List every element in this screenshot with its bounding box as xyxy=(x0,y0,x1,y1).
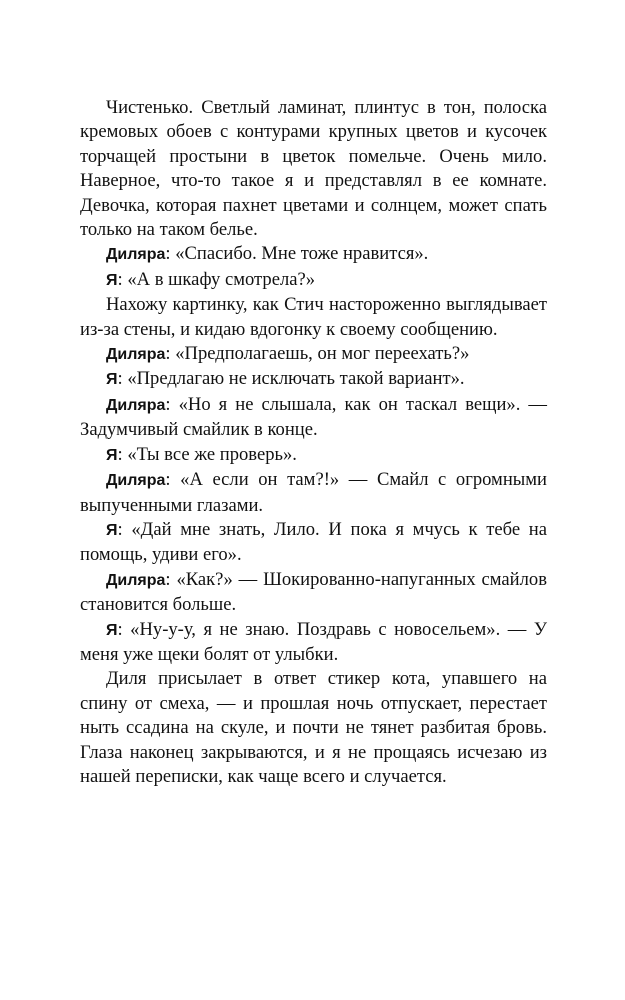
speaker-name: Я xyxy=(106,621,118,639)
narration-paragraph: Нахожу картинку, как Стич настороженно выглядывает из-за стены, и кидаю вдогонку к своему сообщению. xyxy=(80,294,547,340)
chat-line xyxy=(80,367,547,392)
chat-message: : «Спасибо. Мне тоже нравится». xyxy=(165,243,429,265)
chat-line xyxy=(80,393,547,443)
speaker-name: Я xyxy=(106,446,118,464)
speaker-name: Я xyxy=(106,371,118,389)
chat-message: : «Дай мне знать, Лило. И пока я мчусь к тебе на помощь, удиви его». xyxy=(80,518,547,566)
chat-line xyxy=(80,268,547,293)
chat-message: : «Ну-у-у, я не знаю. Поздравь с новосельем». — У меня уже щеки болят от улыбки. xyxy=(80,618,547,665)
chat-message: : «А если он там?!» — Смайл с огромными выпученными глазами. xyxy=(80,469,547,516)
narration-paragraph: Диля присылает в ответ стикер кота, упавшего на спину от смеха, — и прошлая ночь отпускает, перестает ныть ссадина на скуле, и почти не тянет разбитая бровь. Глаза наконец закрываются, и я не прощаясь исчезаю из нашей переписки, как чаще всего и случается. xyxy=(80,668,547,787)
chat-message: : «Предлагаю не исключать такой вариант». xyxy=(117,368,465,390)
chat-line xyxy=(80,443,547,468)
chat-message: : «Ты все же проверь». xyxy=(117,443,297,465)
chat-message: : «Предполагаешь, он мог переехать?» xyxy=(165,343,470,365)
speaker-name: Диляра xyxy=(106,346,166,364)
speaker-name: Диляра xyxy=(106,571,166,589)
speaker-name: Диляра xyxy=(106,396,166,414)
chat-message: : «А в шкафу смотрела?» xyxy=(117,268,316,290)
chat-line xyxy=(80,568,547,618)
chat-line xyxy=(80,518,547,568)
speaker-name: Я xyxy=(106,521,118,539)
speaker-name: Я xyxy=(106,271,118,289)
chat-message: : «Но я не слышала, как он таскал вещи». — Задумчивый смайлик в конце. xyxy=(80,393,547,441)
narration-paragraph: Чистенько. Светлый ламинат, плинтус в тон, полоска кремовых обоев с контурами крупных цветов и кусочек торчащей простыни в цветок помельче. Очень мило. Наверное, что-то такое я и представлял в ее комнате. Девочка, которая пахнет цветами и солнцем, может спать только на таком белье. xyxy=(80,97,547,241)
chat-line xyxy=(80,242,547,267)
chat-line xyxy=(80,342,547,367)
chat-message: : «Как?» — Шокированно-напуганных смайлов становится больше. xyxy=(80,568,547,616)
chat-line xyxy=(80,618,547,668)
speaker-name: Диляра xyxy=(106,246,166,264)
chat-line xyxy=(80,468,547,518)
speaker-name: Диляра xyxy=(106,472,166,490)
